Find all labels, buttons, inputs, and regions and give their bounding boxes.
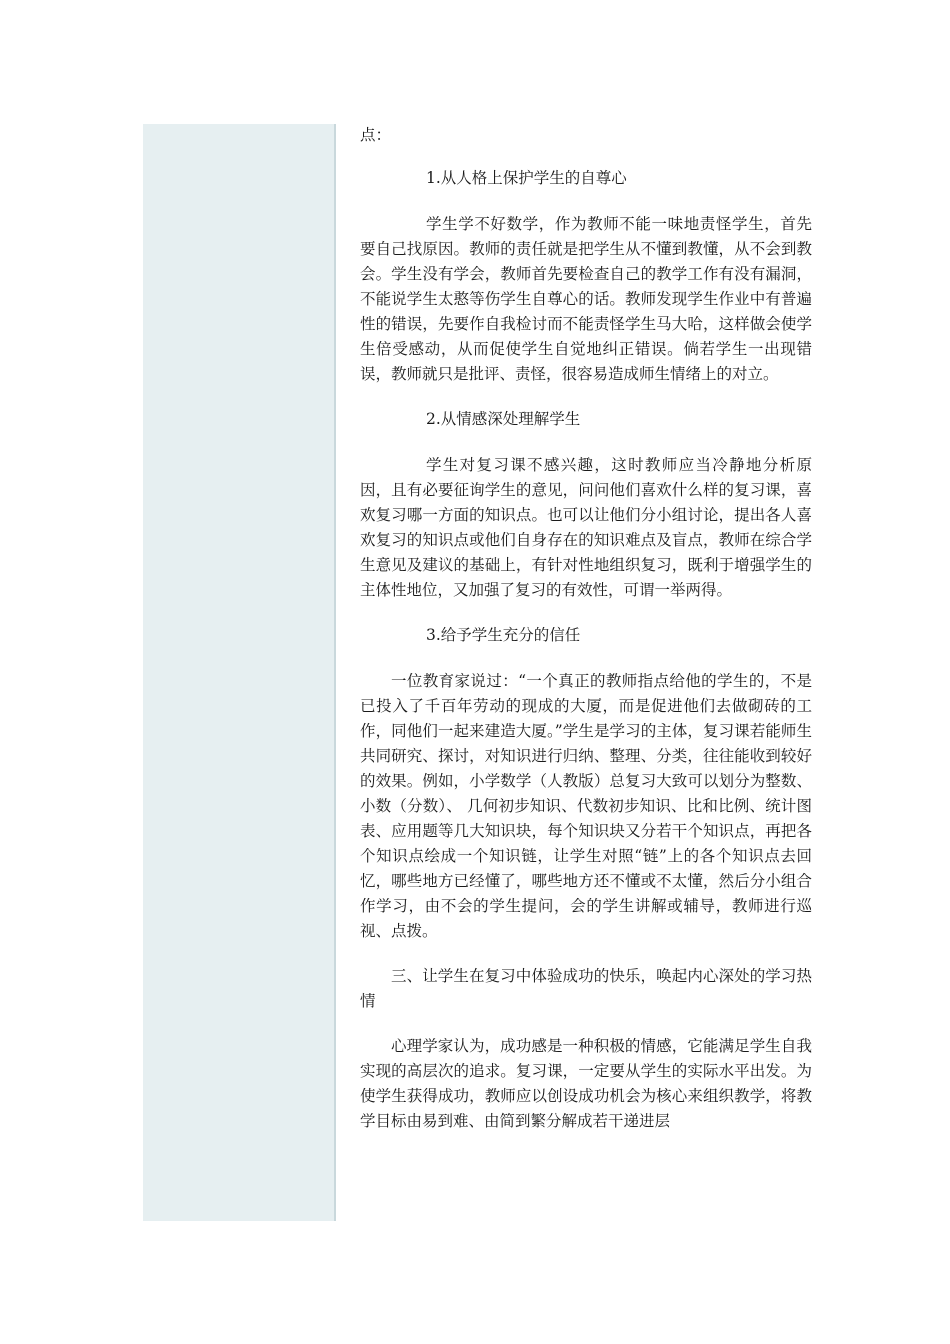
section-2-heading: 2.从情感深处理解学生: [426, 410, 581, 428]
section-1-body: 学生学不好数学，作为教师不能一味地责怪学生，首先要自己找原因。教师的责任就是把学生从不懂到教懂，从不会到教会。学生没有学会，教师首先要检查自己的教学工作有没有漏洞，不能说学生太憨等伤学生自尊心的话。教师发现学生作业中有普遍性的错误，先要作自我检讨而不能责怪学生马大哈，这样做会使学生倍受感动，从而促使学生自觉地纠正错误。倘若学生一出现错误，教师就只是批评、责怪，很容易造成师生情绪上的对立。: [360, 215, 812, 383]
section-1-heading: 1.从人格上保护学生的自尊心: [426, 169, 627, 187]
section-2-body: 学生对复习课不感兴趣，这时教师应当冷静地分析原因，且有必要征询学生的意见，问问他们喜欢什么样的复习课，喜欢复习哪一方面的知识点。也可以让他们分小组讨论，提出各人喜欢复习的知识点或他们自身存在的知识难点及盲点，教师在综合学生意见及建议的基础上，有针对性地组织复习，既利于增强学生的主体性地位，又加强了复习的有效性，可谓一举两得。: [360, 456, 812, 599]
section-3-body: 一位教育家说过：“一个真正的教师指点给他的学生的，不是已投入了千百年劳动的现成的大厦，而是促进他们去做砌砖的工作，同他们一起来建造大厦。”学生是学习的主体，复习课若能师生共同研究、探讨，对知识进行归纳、整理、分类，往往能收到较好的效果。例如，小学数学（人教版）总复习大致可以划分为整数、小数（分数）、 几何初步知识、代数初步知识、比和比例、统计图表、应用题等几大知识块，每个知识块又分若干个知识点，再把各个知识点绘成一个知识链，让学生对照“链”上的各个知识点去回忆，哪些地方已经懂了，哪些地方还不懂或不太懂，然后分小组合作学习，由不会的学生提问，会的学生讲解或辅导，教师进行巡视、点拨。: [360, 672, 812, 940]
part-three-heading: 三、让学生在复习中体验成功的快乐，唤起内心深处的学习热情: [360, 967, 812, 1010]
left-sidebar-panel: [143, 124, 336, 1221]
opening-fragment: 点：: [360, 126, 392, 144]
section-3-heading: 3.给予学生充分的信任: [426, 626, 581, 644]
article-content: [360, 123, 812, 1154]
part-three-body: 心理学家认为，成功感是一种积极的情感，它能满足学生自我实现的高层次的追求。复习课，一定要从学生的实际水平出发。为使学生获得成功，教师应以创设成功机会为核心来组织教学，将教学目标由易到难、由简到繁分解成若干递进层: [360, 1037, 812, 1130]
